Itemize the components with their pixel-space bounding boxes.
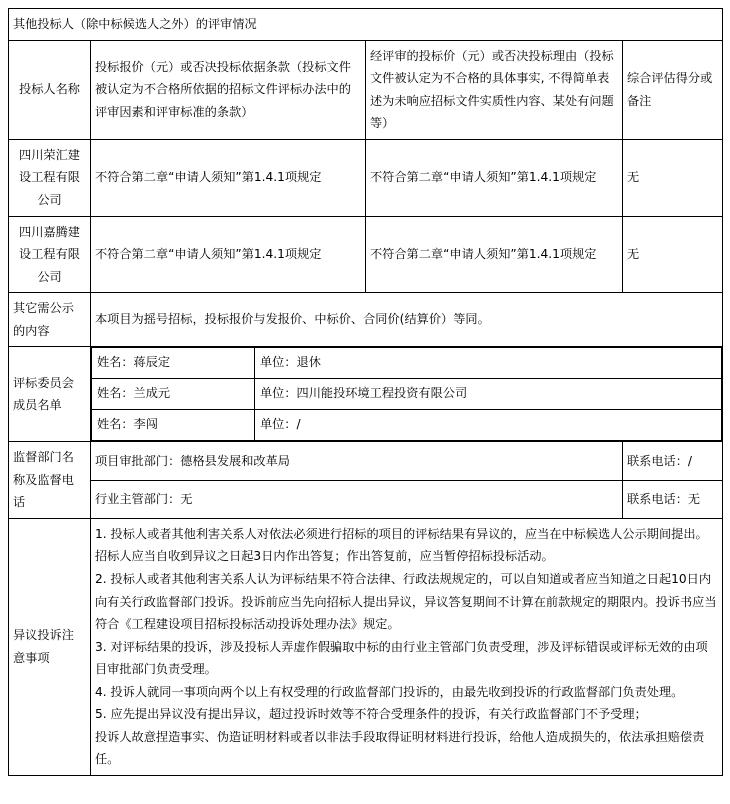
committee-members-table bbox=[91, 347, 722, 441]
table-row bbox=[9, 216, 723, 293]
objection-notice-row bbox=[9, 518, 723, 775]
bidder-score-remark-2: 无 bbox=[623, 216, 723, 293]
section-title-row bbox=[9, 9, 723, 41]
other-disclosure-label: 其它需公示的内容 bbox=[9, 293, 91, 347]
bidder-bid-clause-1: 不符合第二章“申请人须知”第1.4.1项规定 bbox=[91, 139, 366, 216]
committee-member-unit-1: 单位：退休 bbox=[255, 348, 722, 379]
supervision-row-1 bbox=[9, 442, 723, 480]
header-bidder-name: 投标人名称 bbox=[9, 40, 91, 139]
header-bid-price-or-reject-clause: 投标报价（元）或否决投标依据条款（投标文件被认定为不合格所依据的招标文件评标办法中的评审因素和评审标准的条款） bbox=[91, 40, 366, 139]
bidder-bid-clause-2: 不符合第二章“申请人须知”第1.4.1项规定 bbox=[91, 216, 366, 293]
objection-paragraph-5: 5. 应先提出异议没有提出异议，超过投诉时效等不符合受理条件的投诉，有关行政监督部门不予受理； bbox=[95, 707, 647, 722]
supervision-department-2: 行业主管部门：无 bbox=[91, 480, 623, 518]
section-title: 其他投标人（除中标候选人之外）的评审情况 bbox=[9, 9, 723, 41]
supervision-phone-2: 联系电话：无 bbox=[623, 480, 723, 518]
committee-member-name-2: 姓名：兰成元 bbox=[92, 379, 255, 410]
objection-paragraph-3: 3. 对评标结果的投诉，涉及投标人弄虚作假骗取中标的由行业主管部门负责受理，涉及评标错误或评标无效的由项目审批部门负责受理。 bbox=[95, 639, 708, 677]
bidder-reject-reason-2: 不符合第二章“申请人须知”第1.4.1项规定 bbox=[366, 216, 623, 293]
bid-evaluation-table bbox=[8, 8, 723, 776]
objection-paragraph-6: 投诉人故意捏造事实、伪造证明材料或者以非法手段取得证明材料进行投诉，给他人造成损失的，依法承担赔偿责任。 bbox=[95, 729, 705, 767]
committee-member-unit-2: 单位：四川能投环境工程投资有限公司 bbox=[255, 379, 722, 410]
committee-member-row bbox=[92, 379, 722, 410]
committee-member-row bbox=[92, 410, 722, 441]
objection-paragraph-1: 1. 投标人或者其他利害关系人对依法必须进行招标的项目的评标结果有异议的，应当在中标候选人公示期间提出。招标人应当自收到异议之日起3日内作出答复；作出答复前，应当暂停招标投标活动。 bbox=[95, 526, 708, 564]
objection-paragraph-2: 2. 投标人或者其他利害关系人认为评标结果不符合法律、行政法规规定的，可以自知道或者应当知道之日起10日内向有关行政监督部门投诉。投诉前应当先向招标人提出异议，异议答复期间不计算在前款规定的期限内。投诉书应当符合《工程建设项目招标投标活动投诉处理办法》规定。 bbox=[95, 571, 717, 632]
table-row bbox=[9, 139, 723, 216]
bidder-name-1: 四川荣汇建设工程有限公司 bbox=[9, 139, 91, 216]
objection-notice-label: 异议投诉注意事项 bbox=[9, 518, 91, 775]
committee-member-name-1: 姓名：蒋辰定 bbox=[92, 348, 255, 379]
bidder-reject-reason-1: 不符合第二章“申请人须知”第1.4.1项规定 bbox=[366, 139, 623, 216]
table-header-row bbox=[9, 40, 723, 139]
committee-members-container bbox=[91, 347, 723, 442]
supervision-department-1: 项目审批部门：德格县发展和改革局 bbox=[91, 442, 623, 480]
other-disclosure-row bbox=[9, 293, 723, 347]
committee-member-row bbox=[92, 348, 722, 379]
committee-member-unit-3: 单位：/ bbox=[255, 410, 722, 441]
supervision-label: 监督部门名称及监督电话 bbox=[9, 442, 91, 519]
objection-paragraph-4: 4. 投诉人就同一事项向两个以上有权受理的行政监督部门投诉的，由最先收到投诉的行政监督部门负责处理。 bbox=[95, 684, 684, 699]
committee-label: 评标委员会成员名单 bbox=[9, 347, 91, 442]
committee-row bbox=[9, 347, 723, 442]
header-evaluated-price-or-reject-reason: 经评审的投标价（元）或否决投标理由（投标文件被认定为不合格的具体事实, 不得简单表述为未响应招标文件实质性内容、某处有问题等） bbox=[366, 40, 623, 139]
committee-member-name-3: 姓名：李闯 bbox=[92, 410, 255, 441]
header-score-or-remark: 综合评估得分或备注 bbox=[623, 40, 723, 139]
bidder-score-remark-1: 无 bbox=[623, 139, 723, 216]
objection-notice-content bbox=[91, 518, 723, 775]
bidder-name-2: 四川嘉腾建设工程有限公司 bbox=[9, 216, 91, 293]
supervision-row-2 bbox=[9, 480, 723, 518]
supervision-phone-1: 联系电话：/ bbox=[623, 442, 723, 480]
other-disclosure-content: 本项目为摇号招标，投标报价与发报价、中标价、合同价(结算价）等同。 bbox=[91, 293, 723, 347]
